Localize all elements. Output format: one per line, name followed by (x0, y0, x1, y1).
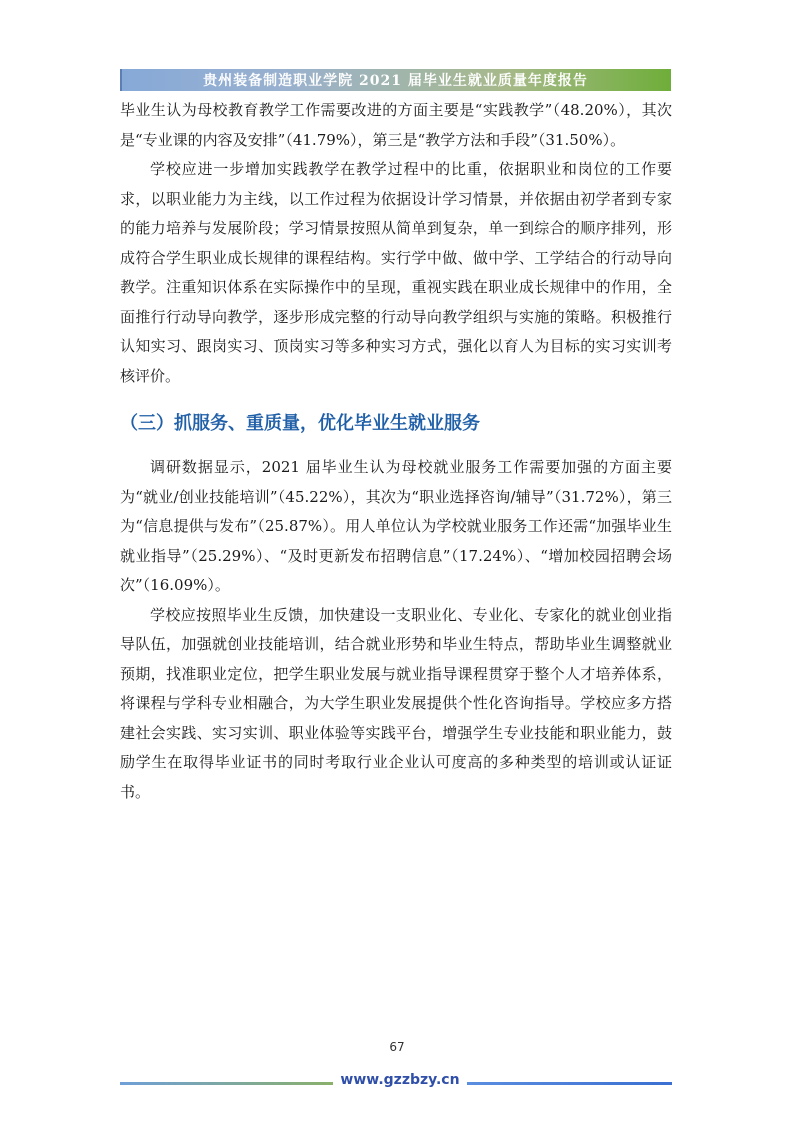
footer-divider-left (120, 1082, 333, 1085)
paragraph-improvement-summary: 毕业生认为母校教育教学工作需要改进的方面主要是“实践教学”（48.20%），其次是“专业课的内容及安排”（41.79%），第三是“教学方法和手段”（31.50%）。 (120, 101, 672, 149)
section-heading: （三）抓服务、重质量，优化毕业生就业服务 (120, 413, 480, 434)
header-title: 贵州装备制造职业学院 2021 届毕业生就业质量年度报告 (203, 73, 588, 89)
page-content (120, 96, 672, 807)
header-banner (120, 69, 671, 91)
paragraph-practice-teaching: 学校应进一步增加实践教学在教学过程中的比重，依据职业和岗位的工作要求，以职业能力为主线，以工作过程为依据设计学习情景，并依据由初学者到专家的能力培养与发展阶段；学习情景按照从简单到复杂，单一到综合的顺序排列，形成符合学生职业成长规律的课程结构。实行学中做、做中学、工学结合的行动导向教学。注重知识体系在实际操作中的呈现，重视实践在职业成长规律中的作用，全面推行行动导向教学，逐步形成完整的行动导向教学组织与实施的策略。积极推行认知实习、跟岗实习、顶岗实习等多种实习方式，强化以育人为目标的实习实训考核评价。 (120, 160, 672, 385)
footer-website-link[interactable]: www.gzzbzy.cn (340, 1072, 460, 1088)
footer-divider-right (467, 1082, 672, 1085)
paragraph-employment-guidance: 学校应按照毕业生反馈，加快建设一支职业化、专业化、专家化的就业创业指导队伍，加强就创业技能培训，结合就业形势和毕业生特点，帮助毕业生调整就业预期，找准职业定位，把学生职业发展与就业指导课程贯穿于整个人才培养体系，将课程与学科专业相融合，为大学生职业发展提供个性化咨询指导。学校应多方搭建社会实践、实习实训、职业体验等实践平台，增强学生专业技能和职业能力，鼓励学生在取得毕业证书的同时考取行业企业认可度高的多种类型的培训或认证证书。 (120, 605, 672, 801)
paragraph-survey-data: 调研数据显示，2021 届毕业生认为母校就业服务工作需要加强的方面主要为“就业/创业技能培训”（45.22%），其次为“职业选择咨询/辅导”（31.72%），第三为“信息提供与发布”（25.87%）。用人单位认为学校就业服务工作还需“加强毕业生就业指导”（25.29%）、“及时更新发布招聘信息”（17.24%）、“增加校园招聘会场次”（16.09%）。 (120, 458, 672, 594)
header-accent (120, 69, 122, 91)
page-number: 67 (389, 1040, 405, 1054)
